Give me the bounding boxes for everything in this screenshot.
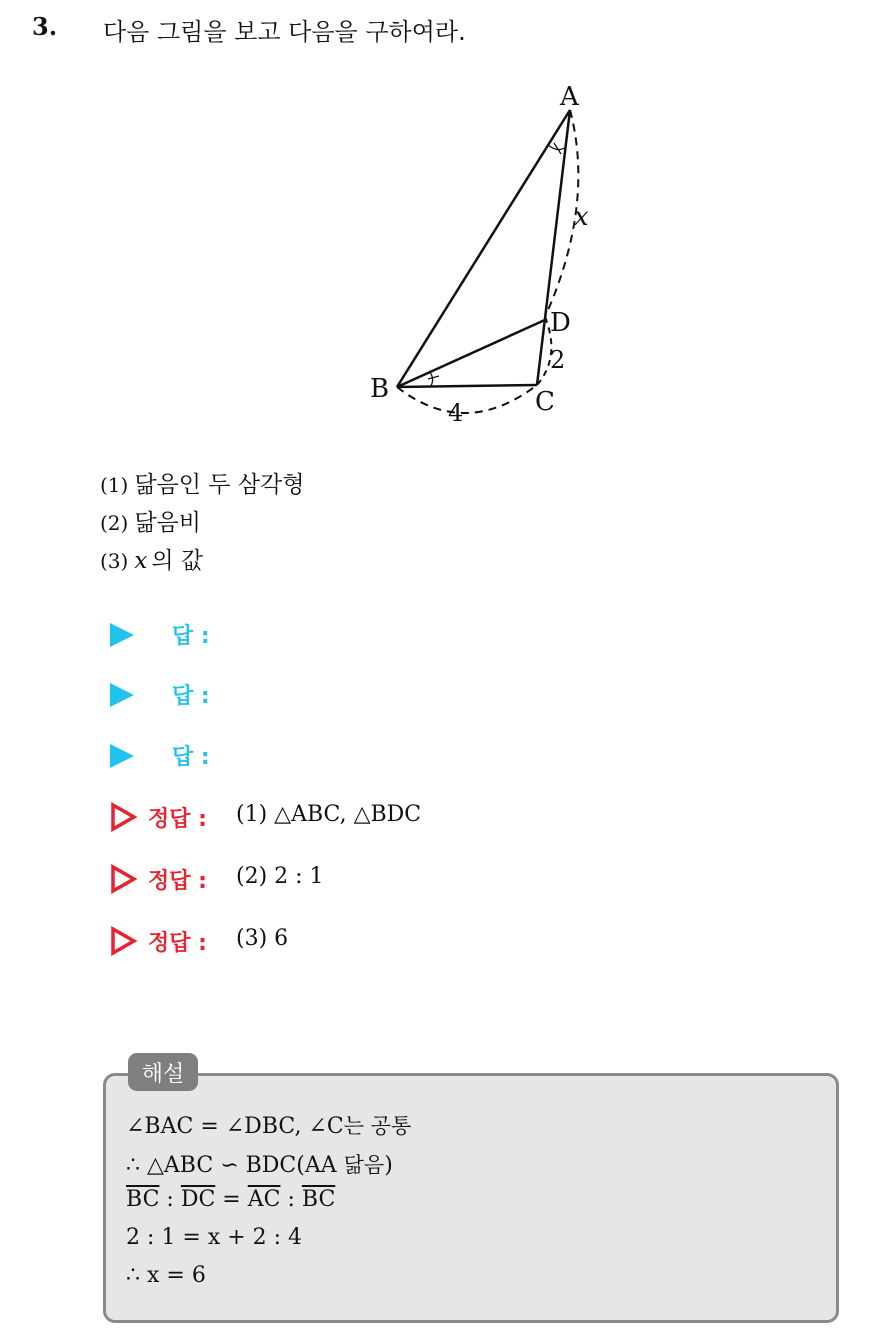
- answer-label: 답 :: [172, 745, 210, 770]
- answer-label: 답 :: [172, 624, 210, 649]
- answer-label: 답 :: [172, 684, 210, 709]
- label-CD-length: 2: [550, 346, 566, 374]
- label-B: B: [370, 374, 390, 404]
- label-x: x: [574, 202, 589, 232]
- subquestion-1: (1) 닮음인 두 삼각형: [100, 472, 305, 498]
- solution-text: (3) 6: [236, 926, 289, 951]
- subquestion-3: (3) x 의 값: [100, 548, 204, 574]
- outline-triangle-icon: [110, 926, 138, 956]
- solution-text: (1) △ABC, △BDC: [236, 802, 422, 827]
- explanation-line-1: ∠BAC = ∠DBC, ∠C는 공통: [126, 1114, 412, 1139]
- play-arrow-icon: [110, 744, 134, 768]
- solution-label: 정답 :: [148, 931, 207, 956]
- outline-triangle-icon: [110, 802, 138, 832]
- question-text: 다음 그림을 보고 다음을 구하여라.: [103, 18, 466, 46]
- solution-label: 정답 :: [148, 807, 207, 832]
- solution-text: (2) 2 : 1: [236, 864, 324, 889]
- explanation-line-2: ∴ △ABC ∽ BDC(AA 닮음): [126, 1153, 393, 1178]
- subquestion-2: (2) 닮음비: [100, 510, 201, 536]
- play-arrow-icon: [110, 623, 134, 647]
- explanation-line-3: $\overline{BC}$ : $\overline{DC} = \overline{AC}$ : $\overline{BC}$: [126, 1187, 336, 1212]
- triangle-figure: [355, 75, 605, 435]
- outline-triangle-icon: [110, 864, 138, 894]
- segment-BC: [397, 385, 537, 387]
- explanation-line-5: ∴ x = 6: [126, 1263, 206, 1288]
- label-C: C: [535, 387, 555, 417]
- solution-label: 정답 :: [148, 869, 207, 894]
- explanation-tab: 해설: [128, 1053, 198, 1091]
- angle-tick-B: [428, 376, 439, 379]
- play-arrow-icon: [110, 683, 134, 707]
- explanation-line-4: 2 : 1 = x + 2 : 4: [126, 1225, 303, 1250]
- question-number: 3.: [32, 12, 58, 41]
- arc-BC: [397, 385, 537, 413]
- label-BC-length: 4: [448, 399, 464, 427]
- label-D: D: [550, 308, 571, 338]
- segment-AC: [537, 110, 570, 385]
- segment-AB: [397, 110, 570, 387]
- label-A: A: [560, 82, 579, 112]
